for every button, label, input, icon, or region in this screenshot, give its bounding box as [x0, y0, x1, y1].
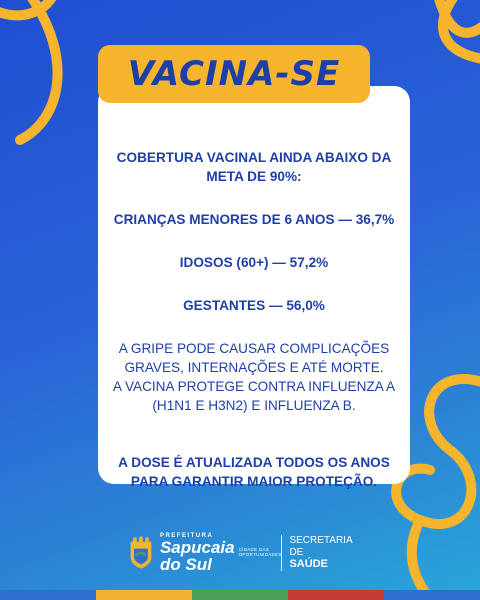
- info-paragraph: [98, 339, 410, 415]
- info-line-4: (H1N1 E H3N2) E INFLUENZA B.: [152, 398, 356, 413]
- saude-label: SAÚDE: [289, 558, 328, 571]
- city-name-line-1: Sapucaia: [159, 538, 235, 557]
- secretaria-label: SECRETARIA DE: [289, 535, 353, 558]
- footer-divider: [281, 535, 282, 571]
- coverage-heading-line-1: COBERTURA VACINAL AINDA ABAIXO DA: [116, 150, 392, 165]
- stripe-segment: [288, 590, 384, 600]
- prefeitura-label: PREFEITURA: [159, 533, 214, 539]
- city-tagline: CIDADE DAS OPORTUNIDADES: [238, 547, 282, 557]
- info-line-3: A VACINA PROTEGE CONTRA INFLUENZA A: [112, 379, 396, 394]
- coverage-heading-line-2: META DE 90%:: [206, 169, 302, 184]
- info-line-2: GRAVES, INTERNAÇÕES E ATÉ MORTE.: [124, 360, 384, 375]
- main-content: [98, 148, 410, 515]
- info-line-1: A GRIPE PODE CAUSAR COMPLICAÇÕES: [118, 341, 390, 356]
- closing-line-1: A DOSE É ATUALIZADA TODOS OS ANOS: [118, 455, 390, 470]
- page-title: VACINA-SE: [127, 54, 341, 94]
- city-name-line-2: do Sul: [159, 555, 212, 574]
- coverage-children: CRIANÇAS MENORES DE 6 ANOS — 36,7%: [113, 212, 395, 227]
- stripe-segment: [0, 590, 96, 600]
- stripe-segment: [96, 590, 192, 600]
- coverage-pregnant: GESTANTES — 56,0%: [183, 298, 325, 313]
- color-stripe: [0, 590, 480, 600]
- coverage-heading: [98, 148, 410, 186]
- stripe-segment: [384, 590, 480, 600]
- closing-line-2: PARA GARANTIR MAIOR PROTEÇÃO.: [130, 474, 378, 489]
- city-logo-text: [160, 533, 235, 573]
- secretaria-logo: [289, 535, 358, 571]
- footer-logos: [128, 530, 358, 576]
- title-banner: [98, 45, 370, 103]
- stripe-segment: [192, 590, 288, 600]
- closing-paragraph: [98, 453, 410, 491]
- coverage-elderly: IDOSOS (60+) — 57,2%: [179, 255, 329, 270]
- city-crest-icon: [128, 534, 154, 572]
